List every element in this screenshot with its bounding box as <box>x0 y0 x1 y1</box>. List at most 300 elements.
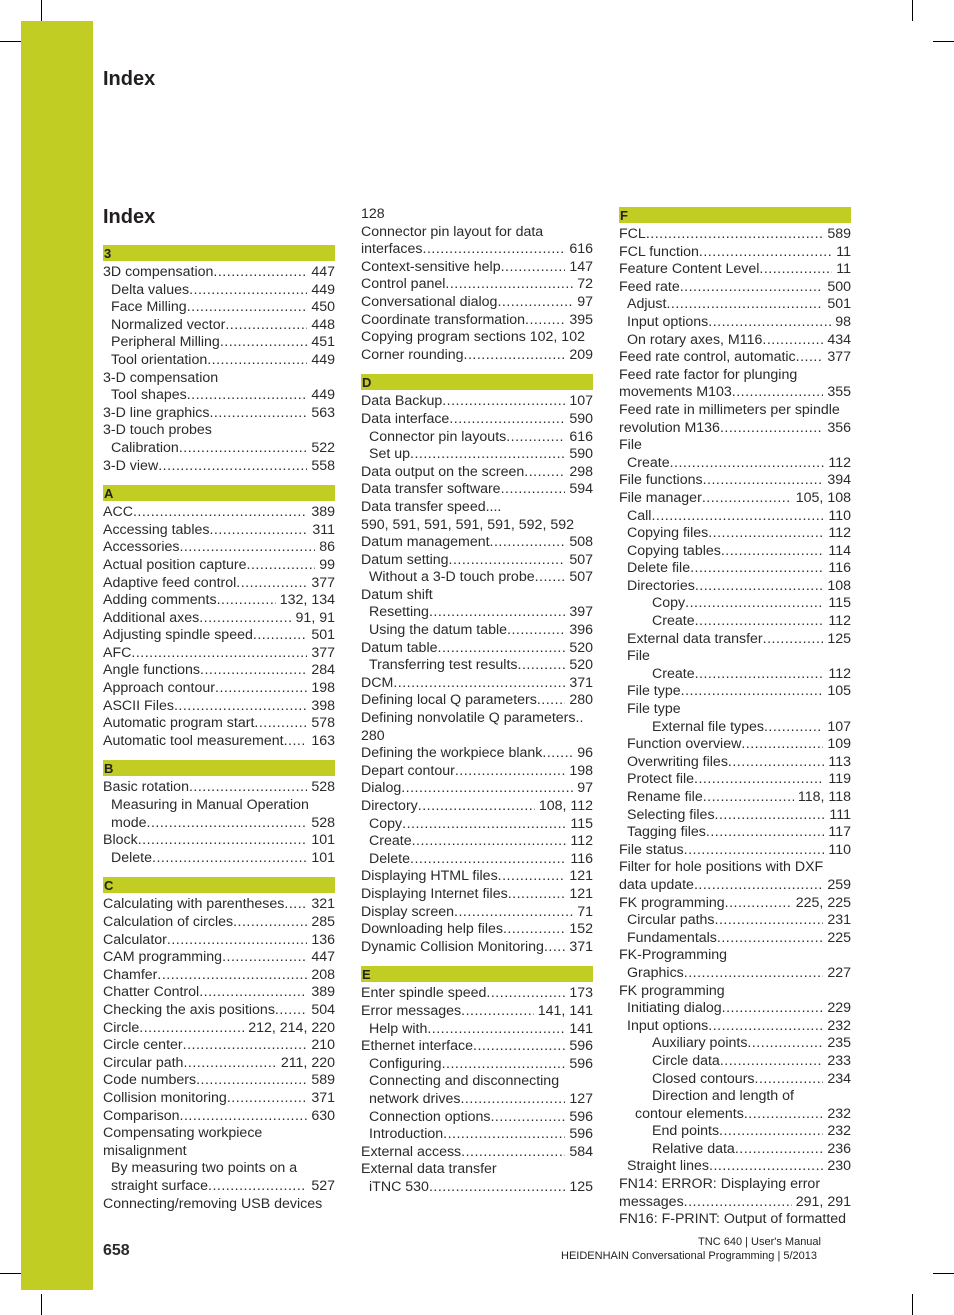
entry-term: Peripheral Milling <box>111 334 220 351</box>
dot-leader <box>180 1108 308 1126</box>
dot-leader <box>220 334 308 352</box>
entry-term: Fundamentals <box>627 929 717 946</box>
page-reference: 377 <box>311 574 335 591</box>
entry-term: Datum table <box>361 639 438 656</box>
dot-leader <box>684 842 825 860</box>
page-reference: 449 <box>311 351 335 368</box>
page-reference: 280 <box>569 692 593 709</box>
page-reference: 125 <box>827 630 851 647</box>
footer-publisher: HEIDENHAIN Conversational Programming | 5/2013 <box>561 1250 817 1262</box>
page-reference: 152 <box>569 921 593 938</box>
entry-term: 3-D view <box>103 457 159 474</box>
page-reference: 449 <box>311 387 335 404</box>
page-reference: 630 <box>311 1107 335 1124</box>
entry-term: Displaying Internet files <box>361 885 508 902</box>
entry-term: External data transfer <box>627 630 763 647</box>
crop-mark <box>41 1294 42 1315</box>
index-entry <box>103 334 335 352</box>
page-number: 658 <box>103 1242 130 1259</box>
dot-leader <box>247 557 316 575</box>
dot-leader <box>236 575 307 593</box>
index-entry <box>619 807 851 825</box>
entry-term: Graphics <box>627 964 684 981</box>
entry-term: Overwriting files <box>627 753 728 770</box>
page-reference: 101 <box>311 832 335 849</box>
page-reference: 208 <box>311 966 335 983</box>
index-entry <box>103 627 335 645</box>
dot-leader <box>524 464 565 482</box>
page-reference: 114 <box>828 542 851 559</box>
dot-leader <box>131 645 307 663</box>
page-reference: 105, 108 <box>795 489 851 506</box>
page-reference: 136 <box>311 931 335 948</box>
page-reference: 285 <box>311 914 335 930</box>
entry-term: Display screen <box>361 903 455 920</box>
index-entry <box>619 719 851 737</box>
page-reference: 209 <box>569 346 593 363</box>
page-reference: 236 <box>827 1140 851 1157</box>
index-entry <box>619 367 851 385</box>
page-reference: 371 <box>569 938 593 955</box>
index-entry <box>103 575 335 593</box>
entry-term: Defining nonvolatile Q parameters.. <box>361 710 584 727</box>
entry-term: 280 <box>361 727 385 744</box>
index-entry <box>103 1090 335 1108</box>
index-entry <box>361 429 593 447</box>
dot-leader <box>490 534 566 552</box>
index-entry <box>361 1161 593 1179</box>
index-entry <box>361 499 593 517</box>
page-reference: 230 <box>827 1158 851 1175</box>
index-entry <box>619 560 851 578</box>
index-entry <box>619 912 851 930</box>
letter-section-header: A <box>103 485 335 501</box>
dot-leader <box>759 261 832 279</box>
index-entry <box>619 226 851 244</box>
entry-term: Datum shift <box>361 586 433 603</box>
entry-term: 3-D line graphics <box>103 404 210 421</box>
entry-term: ACC <box>103 504 133 521</box>
page-reference: 389 <box>311 504 335 521</box>
entry-term: mode <box>111 814 147 831</box>
page-reference: 504 <box>311 1001 335 1018</box>
entry-term: File type <box>627 701 681 718</box>
entry-term: Copying program sections 102, 102 <box>361 329 585 346</box>
dot-leader <box>443 1126 565 1144</box>
dot-leader <box>418 798 535 816</box>
entry-term: Measuring in Manual Operation <box>111 797 309 814</box>
page-reference: 71 <box>577 903 593 920</box>
page-reference: 121 <box>569 885 593 902</box>
index-entry <box>619 754 851 772</box>
crop-mark <box>933 41 954 42</box>
entry-term: messages <box>619 1193 684 1210</box>
dot-leader <box>183 1055 276 1073</box>
page-reference: 508 <box>569 534 593 551</box>
dot-leader <box>253 627 307 645</box>
index-entry <box>619 842 851 860</box>
entry-term: Create <box>369 833 412 850</box>
entry-term: FCL <box>619 226 646 242</box>
index-entry <box>103 1143 335 1161</box>
dot-leader <box>208 1178 307 1196</box>
dot-leader <box>152 850 307 868</box>
dot-leader <box>196 1072 307 1090</box>
dot-leader <box>209 405 307 423</box>
entry-term: Adding comments <box>103 592 217 609</box>
index-entry <box>361 675 593 693</box>
page-reference: 110 <box>828 507 851 524</box>
page-reference: 229 <box>827 1000 851 1017</box>
entry-term: interfaces <box>361 241 423 258</box>
page-reference: 451 <box>311 334 335 351</box>
index-entry <box>619 1123 851 1141</box>
entry-term: FK programming <box>619 894 725 911</box>
index-entry <box>619 789 851 807</box>
dot-leader <box>503 921 565 939</box>
index-entry <box>619 771 851 789</box>
dot-leader <box>764 719 823 737</box>
entry-term: 3-D compensation <box>103 369 219 386</box>
entry-term: Circle center <box>103 1037 183 1054</box>
index-entry <box>361 886 593 904</box>
page-reference: 596 <box>569 1038 593 1055</box>
entry-term: Calibration <box>111 439 179 456</box>
index-entry <box>361 604 593 622</box>
page-reference: 528 <box>311 779 335 796</box>
dot-leader <box>442 1056 566 1074</box>
entry-term: Without a 3-D touch probe <box>369 569 535 586</box>
entry-term: movements M103 <box>619 384 732 401</box>
page-reference: 395 <box>569 311 593 328</box>
dot-leader <box>449 411 565 429</box>
entry-term: Face Milling <box>111 299 187 316</box>
page-reference: 616 <box>569 428 593 445</box>
index-entry <box>103 557 335 575</box>
entry-term: Block <box>103 832 138 849</box>
entry-term: Directories <box>627 577 695 594</box>
entry-term: Feed rate <box>619 278 680 295</box>
entry-term: FN16: F-PRINT: Output of formatted <box>619 1211 847 1228</box>
index-entry <box>361 446 593 464</box>
dot-leader <box>454 904 573 922</box>
entry-term: Rename file <box>627 789 703 805</box>
page-reference: 500 <box>827 278 851 295</box>
page-reference: 594 <box>569 481 593 498</box>
page-reference: 596 <box>569 1126 593 1143</box>
dot-leader <box>412 833 567 851</box>
page-reference: 141 <box>569 1020 593 1037</box>
index-entry <box>619 437 851 455</box>
dot-leader <box>498 868 566 886</box>
index-entry <box>103 405 335 423</box>
dot-leader <box>525 312 565 330</box>
index-entry <box>103 440 335 458</box>
dot-leader <box>544 939 565 957</box>
page-title: Index <box>103 206 156 228</box>
index-entry <box>619 1141 851 1159</box>
index-entry <box>103 850 335 868</box>
index-entry <box>103 733 335 751</box>
entry-term: Selecting files <box>627 806 715 823</box>
entry-term: misalignment <box>103 1142 187 1159</box>
index-entry <box>103 522 335 540</box>
index-entry <box>103 1037 335 1055</box>
page-reference: 377 <box>311 644 335 661</box>
index-entry <box>103 458 335 476</box>
index-entry <box>619 543 851 561</box>
page-reference: 210 <box>311 1037 335 1054</box>
index-entry <box>619 1018 851 1036</box>
page-reference: 371 <box>569 674 593 691</box>
index-entry <box>103 1160 335 1178</box>
dot-leader <box>542 745 573 763</box>
page-reference: 98 <box>835 313 851 330</box>
index-entry <box>361 587 593 605</box>
dot-leader <box>217 592 276 610</box>
page-reference: 259 <box>827 876 851 893</box>
index-entry <box>619 736 851 754</box>
dot-leader <box>695 613 825 631</box>
dot-leader <box>741 736 823 754</box>
page-reference: 284 <box>311 662 335 679</box>
index-entry <box>361 517 593 535</box>
index-entry <box>103 1196 335 1214</box>
page-reference: 125 <box>569 1178 593 1195</box>
entry-term: FK-Programming <box>619 947 728 964</box>
dot-leader <box>690 560 824 578</box>
dot-leader <box>147 815 308 833</box>
dot-leader <box>796 349 824 367</box>
index-entry <box>103 317 335 335</box>
entry-term: Adjust <box>627 296 667 313</box>
entry-term: Connection options <box>369 1108 491 1125</box>
letter-section-header: D <box>361 374 593 390</box>
footer-manual-title: TNC 640 | User's Manual <box>698 1236 821 1248</box>
dot-leader <box>215 680 307 698</box>
page-reference: 356 <box>827 419 851 436</box>
page-reference: 96 <box>577 745 593 762</box>
index-entry <box>361 347 593 365</box>
index-entry <box>619 701 851 719</box>
entry-term: Collision monitoring <box>103 1089 227 1106</box>
index-entry <box>361 411 593 429</box>
entry-term: Defining the workpiece blank <box>361 745 543 762</box>
index-entry <box>361 921 593 939</box>
index-entry <box>619 420 851 438</box>
entry-term: Feature Content Level <box>619 261 760 278</box>
dot-leader <box>213 264 307 282</box>
dot-leader <box>695 666 825 684</box>
entry-term: File functions <box>619 472 703 489</box>
index-entry <box>361 780 593 798</box>
page-reference: 72 <box>577 276 593 293</box>
index-entry <box>619 1194 851 1212</box>
index-entry <box>103 698 335 716</box>
entry-term: Dialog <box>361 780 402 797</box>
index-entry <box>103 1002 335 1020</box>
dot-leader <box>179 440 308 458</box>
dot-leader <box>695 578 824 596</box>
entry-term: Tagging files <box>627 824 706 841</box>
entry-term: Initiating dialog <box>627 1000 722 1017</box>
page-reference: 99 <box>319 556 335 573</box>
page-reference: 163 <box>311 732 335 749</box>
page-reference: 109 <box>827 736 851 753</box>
index-entry <box>103 680 335 698</box>
entry-term: Call <box>627 507 652 524</box>
chapter-tab-bar <box>21 21 93 1290</box>
index-entry <box>619 402 851 420</box>
dot-leader <box>423 241 566 259</box>
index-entry <box>619 648 851 666</box>
page-reference: 110 <box>828 841 851 858</box>
index-entry <box>361 224 593 242</box>
page-reference: 563 <box>311 404 335 421</box>
index-entry <box>619 1088 851 1106</box>
entry-term: Auxiliary points <box>652 1035 748 1052</box>
page-reference: 173 <box>569 985 593 1002</box>
index-entry <box>361 1003 593 1021</box>
page-reference: 522 <box>311 439 335 456</box>
dot-leader <box>179 539 315 557</box>
page-reference: 578 <box>311 715 335 732</box>
index-entry <box>619 279 851 297</box>
index-entry <box>361 1056 593 1074</box>
dot-leader <box>670 455 825 473</box>
index-entry <box>361 329 593 347</box>
entry-term: Calculator <box>103 931 167 948</box>
dot-leader <box>138 832 308 850</box>
crop-mark <box>912 0 913 21</box>
page-reference: 501 <box>827 296 851 313</box>
index-entry <box>103 779 335 797</box>
entry-term: Transferring test results <box>369 657 518 674</box>
entry-term: Connector pin layouts <box>369 428 507 445</box>
page-reference: 232 <box>827 1017 851 1034</box>
index-entry <box>361 640 593 658</box>
dot-leader <box>699 244 832 262</box>
entry-term: By measuring two points on a <box>111 1160 298 1177</box>
entry-term: Create <box>627 454 670 471</box>
dot-leader <box>429 1179 565 1197</box>
page-reference: 141, 141 <box>537 1002 593 1019</box>
index-entry <box>619 1211 851 1229</box>
dot-leader <box>275 1002 307 1020</box>
index-entry <box>103 1020 335 1038</box>
dot-leader <box>508 886 566 904</box>
entry-term: Automatic program start <box>103 715 255 732</box>
index-entry <box>361 939 593 957</box>
index-entry <box>361 464 593 482</box>
page-reference: 211, 220 <box>280 1054 335 1071</box>
index-entry <box>361 763 593 781</box>
page-reference: 501 <box>311 627 335 644</box>
index-entry <box>619 983 851 1001</box>
page-reference: 107 <box>569 393 593 410</box>
entry-term: Filter for hole positions with DXF <box>619 859 824 876</box>
index-entry <box>103 352 335 370</box>
page-reference: 147 <box>569 258 593 275</box>
index-column-1 <box>103 245 335 1213</box>
dot-leader <box>133 504 307 522</box>
page-reference: 107 <box>827 718 851 735</box>
entry-term: Ethernet interface <box>361 1038 473 1055</box>
page-reference: 447 <box>311 949 335 966</box>
index-entry <box>361 904 593 922</box>
index-entry <box>619 455 851 473</box>
entry-term: Set up <box>369 446 411 463</box>
dot-leader <box>747 1035 823 1053</box>
page-reference: 234 <box>827 1070 851 1087</box>
dot-leader <box>449 552 566 570</box>
entry-term: Tool shapes <box>111 387 187 404</box>
entry-term: Defining local Q parameters <box>361 692 537 709</box>
page-reference: 91, 91 <box>295 609 335 626</box>
entry-term: Depart contour <box>361 762 455 779</box>
index-entry <box>361 312 593 330</box>
letter-section-header: C <box>103 877 335 893</box>
entry-term: Angle functions <box>103 662 201 679</box>
dot-leader <box>732 384 824 402</box>
dot-leader <box>715 912 824 930</box>
dot-leader <box>646 226 824 244</box>
entry-term: Input options <box>627 313 709 330</box>
dot-leader <box>535 569 566 587</box>
page-reference: 127 <box>569 1090 593 1107</box>
index-entry <box>361 798 593 816</box>
entry-term: Data transfer software <box>361 481 501 498</box>
entry-term: On rotary axes, M116 <box>627 331 763 348</box>
index-entry <box>103 932 335 950</box>
entry-term: Data interface <box>361 410 450 427</box>
dot-leader <box>158 458 307 476</box>
entry-term: ASCII Files <box>103 697 174 714</box>
entry-term: Datum setting <box>361 551 449 568</box>
index-entry <box>361 692 593 710</box>
entry-term: FK programming <box>619 982 725 999</box>
dot-leader <box>666 296 823 314</box>
dot-leader <box>189 282 307 300</box>
entry-term: Input options <box>627 1017 709 1034</box>
dot-leader <box>715 807 826 825</box>
dot-leader <box>227 1090 308 1108</box>
index-entry <box>361 569 593 587</box>
letter-section-header: B <box>103 760 335 776</box>
entry-term: Feed rate control, automatic <box>619 349 796 366</box>
entry-term: Copying tables <box>627 542 721 559</box>
entry-term: Displaying HTML files <box>361 868 498 885</box>
crop-mark <box>41 0 42 21</box>
dot-leader <box>401 780 573 798</box>
page-reference: 198 <box>569 762 593 779</box>
page-reference: 111 <box>829 806 851 823</box>
index-entry <box>619 613 851 631</box>
dot-leader <box>284 733 308 751</box>
entry-term: 3-D touch probes <box>103 422 212 439</box>
index-entry <box>619 1071 851 1089</box>
entry-term: FN14: ERROR: Displaying error <box>619 1176 821 1193</box>
index-entry <box>103 645 335 663</box>
entry-term: Connecting and disconnecting <box>369 1073 560 1090</box>
page-reference: 520 <box>569 639 593 656</box>
letter-section-header: F <box>619 207 851 223</box>
index-entry <box>619 1053 851 1071</box>
entry-term: straight surface <box>111 1177 208 1194</box>
dot-leader <box>708 1018 823 1036</box>
entry-term: CAM programming <box>103 949 223 966</box>
crop-mark <box>912 1294 913 1315</box>
